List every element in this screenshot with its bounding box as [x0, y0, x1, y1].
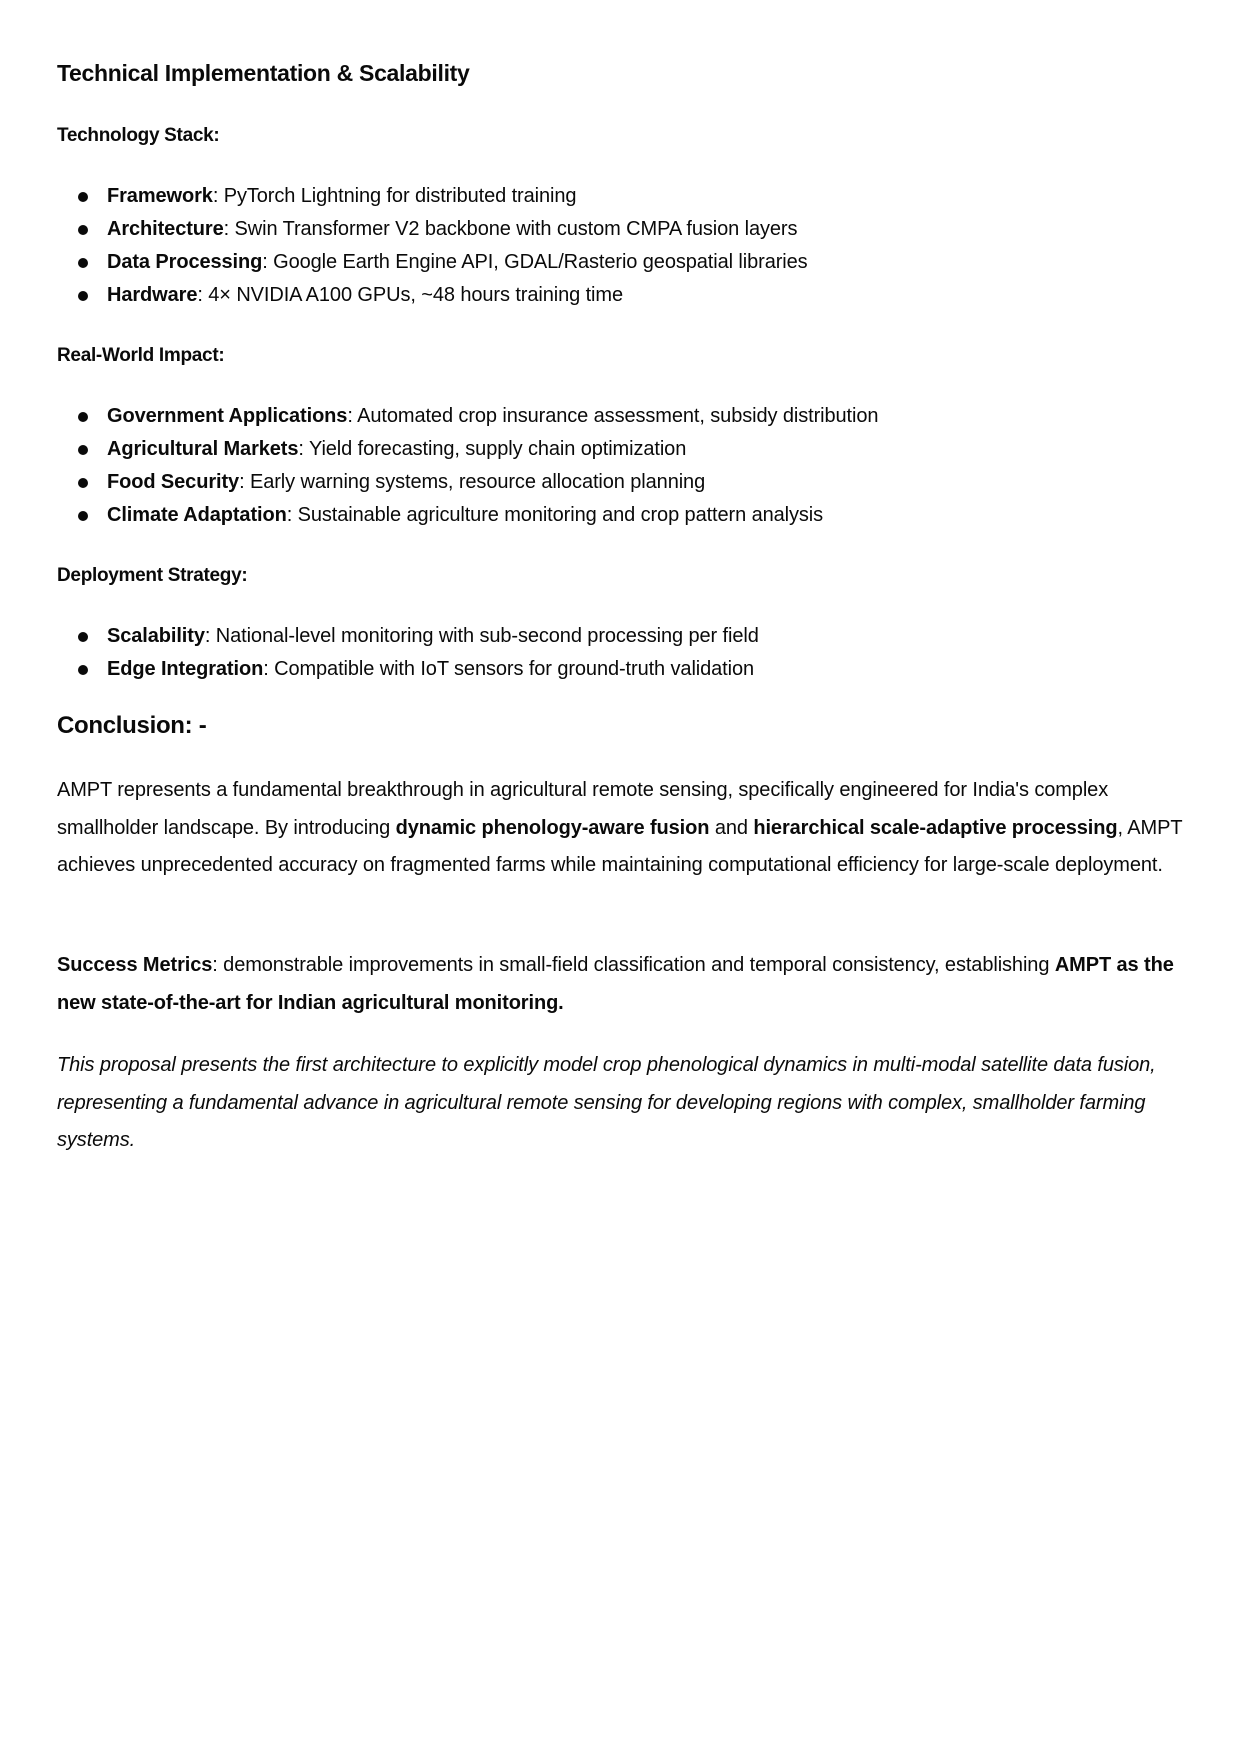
item-label: Data Processing: [107, 251, 263, 273]
list-item: [57, 400, 878, 433]
list-item: [57, 466, 878, 499]
item-text: : Sustainable agriculture monitoring and crop pattern analysis: [286, 504, 824, 526]
list-item: [57, 213, 808, 246]
list-item: [57, 653, 759, 686]
item-text: : Google Earth Engine API, GDAL/Rasterio geospatial libraries: [262, 251, 808, 273]
conclusion-paragraph: AMPT represents a fundamental breakthrough in agricultural remote sensing, specifically engineered for India's complex smallholder landscape. By introducing dynamic phenology-aware fusion and hierarchical scale-adaptive processing, AMPT achieves unprecedented accuracy on fragmented farms while maintaining computational efficiency for large-scale deployment.: [57, 779, 1183, 876]
item-text: : National-level monitoring with sub-second processing per field: [204, 625, 759, 647]
item-label: Food Security: [107, 471, 240, 493]
bullet-icon: [78, 225, 88, 235]
bullet-icon: [78, 632, 88, 642]
bullet-icon: [78, 665, 88, 675]
item-text: : PyTorch Lightning for distributed training: [212, 185, 577, 207]
item-text: : 4× NVIDIA A100 GPUs, ~48 hours training time: [197, 284, 623, 306]
section-heading-deployment-strategy: Deployment Strategy:: [57, 565, 248, 586]
item-text: : Yield forecasting, supply chain optimization: [298, 438, 687, 460]
item-label: Government Applications: [107, 405, 348, 427]
success-metrics-label: Success Metrics: [57, 954, 213, 976]
list-item: [57, 620, 759, 653]
item-label: Climate Adaptation: [107, 504, 287, 526]
list-item: [57, 433, 878, 466]
bullet-icon: [78, 511, 88, 521]
item-label: Framework: [107, 185, 213, 207]
list-item: [57, 246, 808, 279]
emphasis-text: dynamic phenology-aware fusion: [395, 816, 710, 839]
item-label: Scalability: [107, 625, 205, 647]
list-item: [57, 180, 808, 213]
emphasis-text: AMPT as the new state-of-the-art for Indian agricultural monitoring.: [57, 954, 1174, 1014]
real-world-impact-list: [57, 400, 878, 532]
bullet-icon: [78, 445, 88, 455]
bullet-icon: [78, 412, 88, 422]
item-label: Architecture: [107, 218, 224, 240]
deployment-strategy-list: [57, 620, 759, 686]
item-text: : Compatible with IoT sensors for ground-truth validation: [263, 658, 755, 680]
item-label: Edge Integration: [107, 658, 264, 680]
bullet-icon: [78, 192, 88, 202]
section-heading-real-world-impact: Real-World Impact:: [57, 345, 225, 366]
conclusion-heading: Conclusion: -: [57, 712, 207, 739]
item-label: Agricultural Markets: [107, 438, 299, 460]
page-title: Technical Implementation & Scalability: [57, 60, 470, 86]
item-label: Hardware: [107, 284, 198, 306]
item-text: : Swin Transformer V2 backbone with custom CMPA fusion layers: [223, 218, 798, 240]
emphasis-text: hierarchical scale-adaptive processing: [753, 816, 1118, 839]
closing-note: This proposal presents the first architecture to explicitly model crop phenological dynamics in multi-modal satellite data fusion, representing a fundamental advance in agricultural remote sensing for developing regions with complex, smallholder farming systems.: [57, 1054, 1156, 1151]
success-metrics-paragraph: Success Metrics: demonstrable improvements in small-field classification and temporal consistency, establishing AMPT as the new state-of-the-art for Indian agricultural monitoring.: [57, 954, 1174, 1014]
bullet-icon: [78, 258, 88, 268]
bullet-icon: [78, 478, 88, 488]
bullet-icon: [78, 291, 88, 301]
item-text: : Automated crop insurance assessment, subsidy distribution: [347, 405, 879, 427]
item-text: : Early warning systems, resource allocation planning: [239, 471, 706, 493]
technology-stack-list: [57, 180, 808, 312]
list-item: [57, 499, 878, 532]
list-item: [57, 279, 808, 312]
section-heading-technology-stack: Technology Stack:: [57, 125, 220, 146]
